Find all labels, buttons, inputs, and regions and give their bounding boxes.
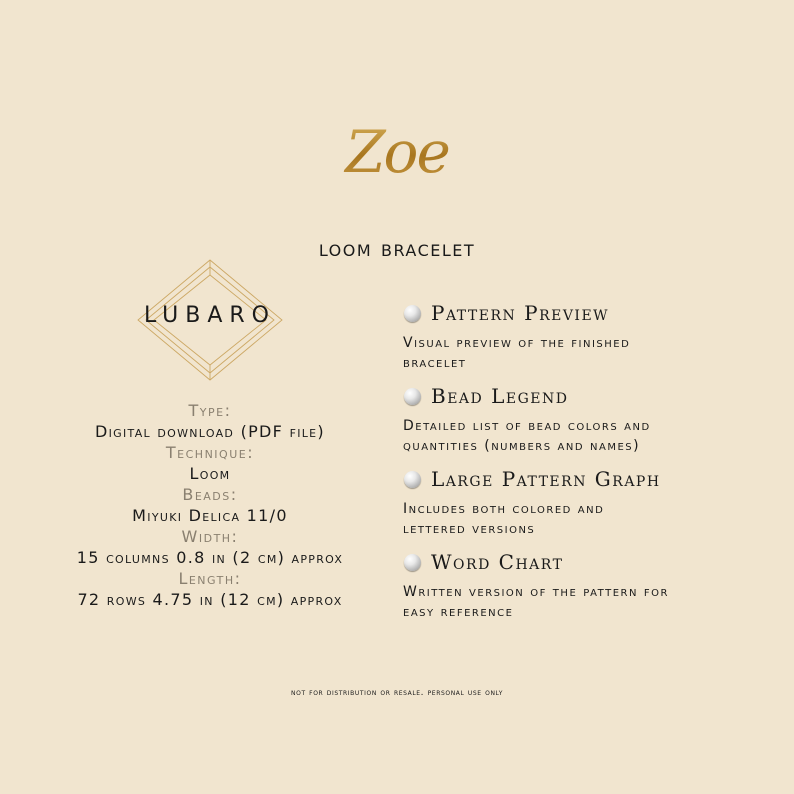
feature-title: Bead Legend bbox=[431, 384, 569, 408]
feature-title: Word Chart bbox=[431, 550, 564, 574]
feature-large-pattern-graph bbox=[400, 462, 780, 539]
feature-description-line: Written version of the pattern for bbox=[403, 584, 669, 600]
product-subtitle: loom bracelet bbox=[318, 236, 476, 262]
feature-title: Pattern Preview bbox=[431, 301, 610, 325]
spec-value-type: Digital download (PDF file) bbox=[95, 422, 325, 441]
feature-description-line: Includes both colored and bbox=[403, 501, 605, 517]
product-specs bbox=[30, 400, 390, 610]
feature-description-line: quantities (numbers and names) bbox=[403, 438, 641, 454]
usage-notice: not for distribution or resale. personal use only bbox=[291, 688, 503, 698]
pearl-icon bbox=[404, 471, 421, 488]
feature-word-chart bbox=[400, 545, 780, 622]
pearl-icon bbox=[404, 554, 421, 571]
spec-label-technique: Technique: bbox=[165, 443, 255, 462]
feature-description-line: Detailed list of bead colors and bbox=[403, 418, 651, 434]
pearl-icon bbox=[404, 305, 421, 322]
feature-description bbox=[400, 582, 780, 622]
feature-title: Large Pattern Graph bbox=[431, 467, 661, 491]
product-name-title: Zoe bbox=[0, 118, 794, 186]
feature-description bbox=[400, 499, 780, 539]
feature-description bbox=[400, 333, 780, 373]
spec-label-length: Length: bbox=[178, 569, 242, 588]
feature-pattern-preview bbox=[400, 296, 780, 373]
spec-value-width: 15 columns 0.8 in (2 cm) approx bbox=[76, 548, 344, 567]
brand-logo-text: LUBARO bbox=[143, 303, 276, 328]
spec-label-type: Type: bbox=[188, 401, 232, 420]
feature-bead-legend bbox=[400, 379, 780, 456]
spec-value-length: 72 rows 4.75 in (12 cm) approx bbox=[77, 590, 343, 609]
feature-description-line: Visual preview of the finished bbox=[403, 335, 631, 351]
spec-value-beads: Miyuki Delica 11/0 bbox=[132, 506, 288, 525]
feature-list bbox=[400, 296, 780, 628]
feature-description-line: lettered versions bbox=[403, 521, 536, 537]
feature-description-line: easy reference bbox=[403, 604, 514, 620]
spec-label-beads: Beads: bbox=[182, 485, 238, 504]
pearl-icon bbox=[404, 388, 421, 405]
spec-label-width: Width: bbox=[181, 527, 239, 546]
feature-description-line: bracelet bbox=[403, 355, 467, 371]
spec-value-technique: Loom bbox=[189, 464, 231, 483]
feature-description bbox=[400, 416, 780, 456]
